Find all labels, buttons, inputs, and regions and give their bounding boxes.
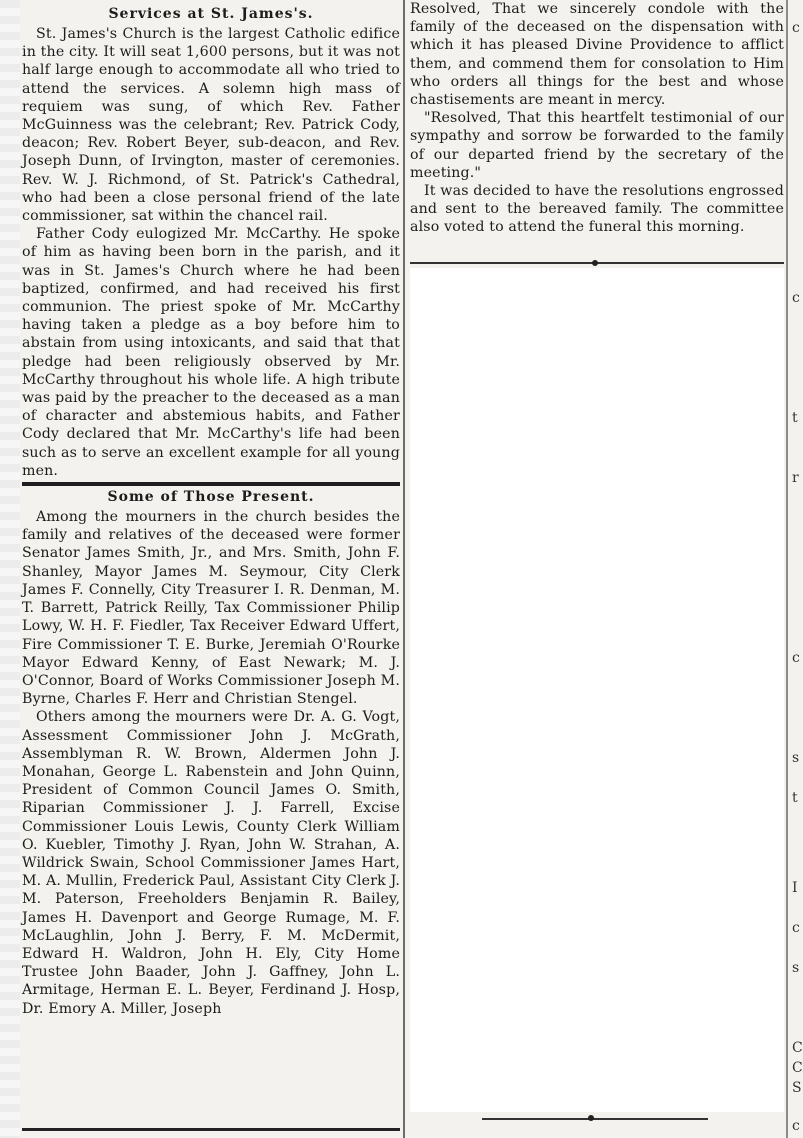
scan-margin: [0, 0, 20, 1138]
fragment: c: [792, 920, 800, 936]
bottom-rule-ornament: [588, 1115, 594, 1121]
middle-column-bottom-rule: [482, 1118, 708, 1120]
section-divider: [22, 482, 400, 486]
blank-area: [410, 268, 784, 1112]
fragment: C: [792, 1040, 803, 1056]
services-paragraph-1: St. James's Church is the largest Catholic edifice in the city. It will seat 1,600 persons, but it was not half large enough to accommodate all who tried to attend the services. A solemn high mass of requiem was sung, of which Rev. Father McGuinness was the celebrant; Rev. Patrick Cody, deacon; Rev. Robert Beyer, sub-deacon, and Rev. Joseph Dunn, of Irvington, master of ceremonies. Rev. W. J. Richmond, of St. Patrick's Cathedral, who had been a close personal friend of the late commissioner, sat within the chancel rail.: [22, 26, 400, 225]
heading-services: Services at St. James's.: [108, 6, 314, 22]
resolution-paragraph-2: "Resolved, That this heartfelt testimonial of our sympathy and sorrow be forwarded to the family of our departed friend by the secretary of the meeting.": [410, 110, 784, 181]
rule-ornament: [592, 260, 598, 266]
heading-present: Some of Those Present.: [107, 489, 315, 506]
closing-paragraph: It was decided to have the resolutions engrossed and sent to the bereaved family. The committee also voted to attend the funeral this morning.: [410, 183, 784, 236]
left-column-bottom-rule: [22, 1128, 400, 1131]
column-rule-right: [786, 0, 788, 1138]
column-rule-left: [403, 0, 405, 1138]
fragment: s: [792, 960, 800, 976]
fragment: I: [792, 880, 798, 896]
services-paragraph-2: Father Cody eulogized Mr. McCarthy. He spoke of him as having been born in the parish, and it was in St. James's Church where he had been baptized, confirmed, and had received his first communion. The priest spoke of Mr. McCarthy having taken a pledge as a boy before him to abstain from using intoxicants, and said that that pledge had been religiously observed by Mr. McCarthy throughout his whole life. A high tribute was paid by the preacher to the deceased as a man of character and abstemious habits, and Father Cody declared that Mr. McCarthy's life had been such as to serve an excellent example for all young men.: [22, 226, 400, 479]
fragment: s: [792, 750, 800, 766]
next-column-fragments: [790, 0, 803, 1138]
fragment: t: [792, 790, 798, 806]
resolution-paragraph-1: Resolved, That we sincerely condole with the family of the deceased on the dispensation with which it has pleased Divine Providence to afflict them, and commend them for consolation to Him who orders all things for the best and whose chastisements are meant in mercy.: [410, 1, 784, 109]
fragment: r: [792, 470, 799, 486]
present-paragraph-1: Among the mourners in the church besides the family and relatives of the deceased were former Senator James Smith, Jr., and Mrs. Smith, John F. Shanley, Mayor James M. Seymour, City Clerk James F. Connelly, City Treasurer I. R. Denman, M. T. Barrett, Patrick Reilly, Tax Commissioner Philip Lowy, W. H. F. Fiedler, Tax Receiver Edward Uffert, Fire Commissioner T. E. Burke, Jeremiah O'Rourke Mayor Edward Kenny, of East Newark; M. J. O'Connor, Board of Works Commissioner Joseph M. Byrne, Charles F. Herr and Christian Stengel.: [22, 509, 400, 708]
fragment: t: [792, 410, 798, 426]
present-paragraph-2: Others among the mourners were Dr. A. G. Vogt, Assessment Commissioner John J. McGrath, Assemblyman R. W. Brown, Aldermen John J. Monahan, George L. Rabenstein and John Quinn, President of Common Council James O. Smith, Riparian Commissioner J. J. Farrell, Excise Commissioner Louis Lewis, County Clerk William O. Kuebler, Timothy J. Ryan, John W. Strahan, A. Wildrick Swain, School Commissioner James Hart, M. A. Mullin, Frederick Paul, Assistant City Clerk J. M. Paterson, Freeholders Benjamin R. Bailey, James H. Davenport and George Rumage, M. F. McLaughlin, John J. Berry, F. M. McDermit, Edward H. Waldron, John H. Ely, City Home Trustee John Baader, John J. Gaffney, John L. Armitage, Herman E. L. Beyer, Ferdinand J. Hosp, Dr. Emory A. Miller, Joseph: [22, 709, 400, 1017]
fragment: c: [792, 290, 800, 306]
fragment: c: [792, 20, 800, 36]
middle-column: [410, 0, 784, 265]
fragment: C: [792, 1060, 803, 1076]
fragment: c: [792, 650, 800, 666]
left-column: [22, 6, 400, 1134]
fragment: c: [792, 1118, 800, 1134]
fragment: S: [792, 1080, 802, 1096]
